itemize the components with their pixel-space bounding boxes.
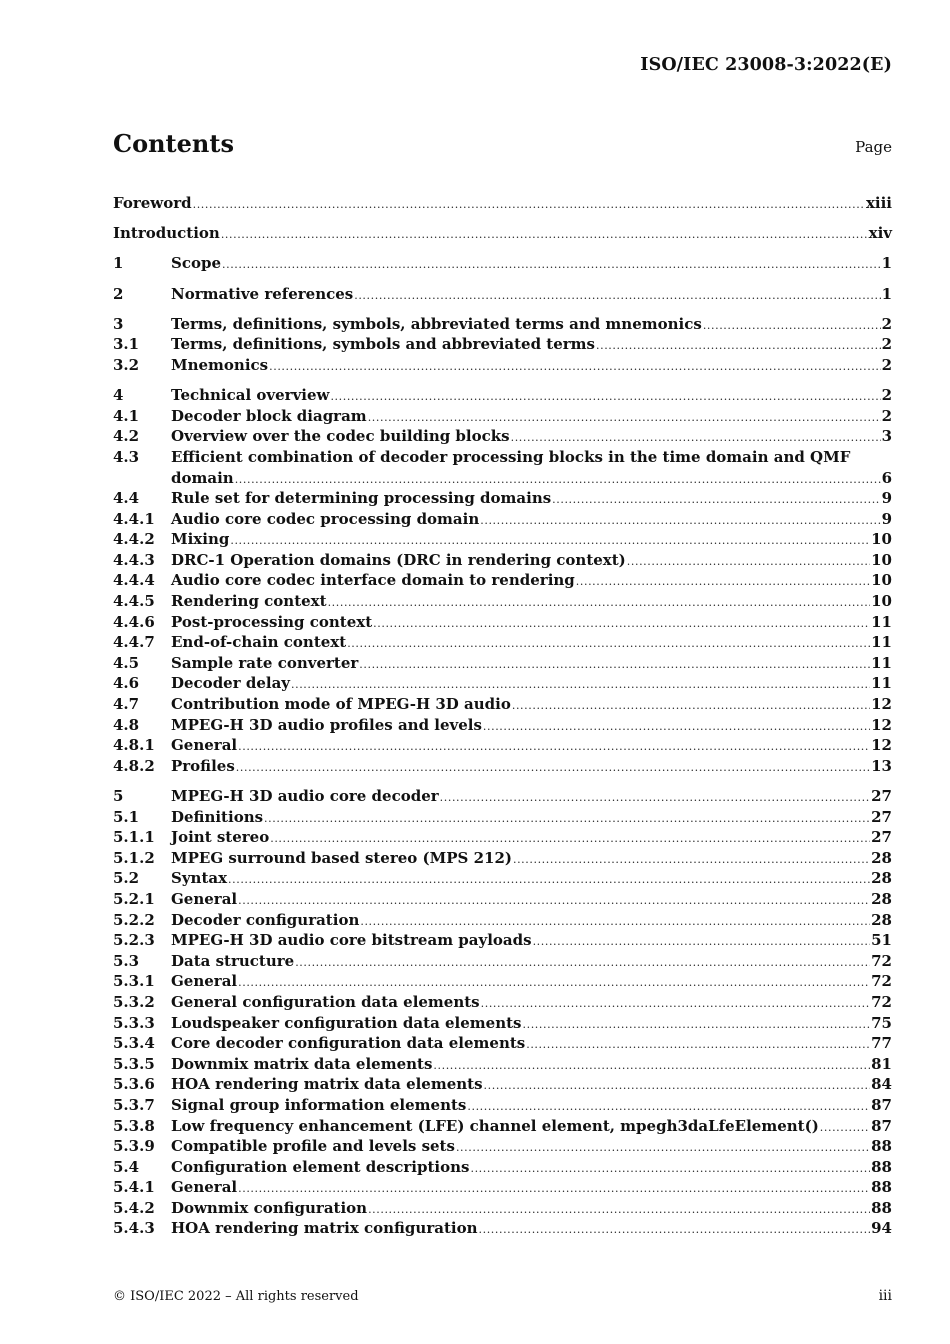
toc-entry-page: 2 [881, 406, 892, 425]
dot-leader [523, 1015, 871, 1036]
toc-entry-title: Sample rate converter [171, 653, 359, 672]
toc-entry[interactable] [113, 385, 892, 406]
dot-leader [483, 717, 870, 738]
toc-entry-number: 4.3 [113, 447, 140, 466]
dot-leader [576, 572, 870, 593]
toc-entry-title: Syntax [171, 869, 228, 888]
toc-entry-number: 4.6 [113, 674, 140, 693]
toc-entry-number: 4.7 [113, 695, 140, 714]
dot-leader [359, 655, 870, 676]
toc-entry-page: 11 [871, 674, 892, 693]
toc-entry-page: 51 [871, 931, 892, 950]
toc-entry-page: 9 [881, 489, 892, 508]
toc-entry-title: Overview over the codec building blocks [171, 427, 510, 446]
toc-entry[interactable] [113, 786, 892, 807]
toc-entry-title: Downmix configuration [171, 1198, 368, 1217]
toc-entry-page: 27 [871, 787, 892, 805]
toc-entry[interactable] [113, 889, 892, 910]
toc-entry[interactable] [113, 355, 892, 376]
toc-entry-title: Configuration element descriptions [171, 1157, 470, 1176]
toc-entry[interactable] [113, 570, 892, 591]
toc-entry[interactable] [113, 1074, 892, 1095]
toc-entry-title: Introduction [113, 224, 220, 243]
toc-entry-page: 88 [871, 1178, 892, 1197]
toc-entry-page: 2 [881, 355, 892, 374]
dot-leader [230, 531, 870, 552]
toc-entry[interactable] [113, 334, 892, 355]
toc-entry[interactable] [113, 591, 892, 612]
toc-entry-number: 4.4.5 [113, 592, 155, 611]
toc-entry-page: 12 [871, 695, 892, 714]
toc-entry-page: 77 [871, 1034, 892, 1053]
toc-entry[interactable] [113, 756, 892, 777]
toc-entry-number: 4.4 [113, 489, 140, 508]
document-id: ISO/IEC 23008-3:2022(E) [640, 55, 892, 75]
toc-entry-page: 1 [881, 254, 892, 273]
contents-title: Contents [113, 129, 234, 158]
toc-entry[interactable] [113, 632, 892, 653]
toc-entry-number: 5.3.3 [113, 1013, 155, 1032]
toc-entry-title: Mixing [171, 530, 230, 549]
dot-leader [347, 634, 870, 655]
toc-entry-title: General [171, 972, 238, 991]
toc-entry-title: Core decoder configuration data elements [171, 1034, 526, 1053]
dot-leader [484, 1076, 871, 1097]
dot-leader [238, 1179, 870, 1200]
dot-leader [269, 357, 880, 378]
toc-entry-number: 4.4.6 [113, 612, 155, 631]
dot-leader [470, 1159, 870, 1180]
toc-entry-title: domain [171, 468, 234, 487]
toc-entry-number: 5.3.9 [113, 1137, 155, 1156]
toc-entry-number: 5.4 [113, 1157, 140, 1176]
toc-entry-page: 87 [871, 1095, 892, 1114]
toc-entry-page: 84 [871, 1075, 892, 1094]
toc-entry-number: 4.8.2 [113, 756, 155, 775]
dot-leader [440, 788, 870, 809]
toc-entry-title: MPEG-H 3D audio profiles and levels [171, 715, 482, 734]
toc-entry-title: Contribution mode of MPEG-H 3D audio [171, 695, 511, 714]
toc-entry[interactable] [113, 1136, 892, 1157]
toc-entry-title: MPEG-H 3D audio core decoder [171, 787, 439, 805]
toc-entry-title: MPEG surround based stereo (MPS 212) [171, 848, 512, 867]
toc-entry[interactable] [113, 426, 892, 447]
toc-entry-number: 4.8.1 [113, 736, 155, 755]
dot-leader [354, 286, 880, 307]
toc-entry-page: 88 [871, 1137, 892, 1156]
toc-entry-number: 4.5 [113, 653, 140, 672]
toc-entry-page: 12 [871, 715, 892, 734]
toc-entry[interactable] [113, 910, 892, 931]
dot-leader [238, 973, 870, 994]
toc-entry-number: 5.1.1 [113, 828, 155, 847]
toc-entry-number: 5.3 [113, 951, 140, 970]
toc-entry-title: Definitions [171, 807, 264, 826]
toc-entry-number: 5.3.4 [113, 1034, 155, 1053]
toc-entry[interactable] [113, 807, 892, 828]
toc-entry-page: 11 [871, 653, 892, 672]
dot-leader [368, 408, 881, 429]
toc-entry-number: 4.4.3 [113, 550, 155, 569]
toc-entry-number: 5.1.2 [113, 848, 155, 867]
page-number: iii [878, 1288, 892, 1304]
dot-leader [373, 614, 870, 635]
toc-entry-page: 10 [871, 592, 892, 611]
toc-entry-page: xiv [868, 224, 892, 243]
toc-entry-page: 28 [871, 910, 892, 929]
dot-leader [360, 912, 870, 933]
toc-entry-page: 72 [871, 972, 892, 991]
toc-entry[interactable] [113, 1116, 892, 1137]
page-column-label: Page [855, 138, 892, 156]
toc-entry[interactable] [113, 529, 892, 550]
toc-entry[interactable] [113, 1198, 892, 1219]
toc-entry-title: Decoder block diagram [171, 406, 367, 425]
toc-entry-title: Decoder configuration [171, 910, 360, 929]
toc-entry-number: 1 [113, 254, 124, 273]
toc-entry[interactable] [113, 488, 892, 509]
toc-entry-page: 1 [881, 284, 892, 303]
toc-entry[interactable] [113, 193, 892, 214]
toc-entry[interactable] [113, 992, 892, 1013]
toc-entry-title: Profiles [171, 756, 235, 775]
toc-entry-title: End-of-chain context [171, 633, 347, 652]
toc-entry-title: Normative references [171, 284, 354, 303]
dot-leader [511, 428, 881, 449]
toc-entry-page: 28 [871, 889, 892, 908]
dot-leader [456, 1138, 870, 1159]
toc-entry-title: Foreword [113, 194, 192, 212]
toc-entry-title: Downmix matrix data elements [171, 1054, 433, 1073]
toc-entry-number: 5.2 [113, 869, 140, 888]
dot-leader [552, 490, 880, 511]
toc-entry-number: 5.4.3 [113, 1219, 155, 1238]
toc-entry[interactable] [113, 694, 892, 715]
toc-entry-number: 5.2.2 [113, 910, 155, 929]
toc-entry[interactable] [113, 848, 892, 869]
dot-leader [295, 953, 870, 974]
toc-entry[interactable] [113, 509, 892, 530]
dot-leader [479, 1220, 871, 1241]
toc-entry-title: General [171, 1178, 238, 1197]
toc-entry-page: 6 [881, 468, 892, 487]
toc-entry-page: 10 [871, 530, 892, 549]
toc-entry[interactable] [113, 971, 892, 992]
toc-entry-title: General [171, 736, 238, 755]
dot-leader [222, 255, 881, 276]
toc-entry-number: 5 [113, 787, 124, 805]
toc-entry-number: 4.4.1 [113, 509, 155, 528]
toc-entry[interactable] [113, 253, 892, 274]
toc-entry-number: 4.4.2 [113, 530, 155, 549]
dot-leader [228, 870, 870, 891]
toc-entry-page: 13 [871, 756, 892, 775]
toc-entry-number: 5.4.2 [113, 1198, 155, 1217]
copyright-notice: © ISO/IEC 2022 – All rights reserved [113, 1289, 359, 1304]
dot-leader [596, 336, 881, 357]
toc-entry[interactable] [113, 930, 892, 951]
toc-entry-number: 5.3.5 [113, 1054, 155, 1073]
toc-entry-page: 81 [871, 1054, 892, 1073]
toc-entry[interactable] [113, 284, 892, 305]
toc-entry-title: HOA rendering matrix configuration [171, 1219, 478, 1238]
toc-entry-page: 27 [871, 828, 892, 847]
toc-entry-page: 27 [871, 807, 892, 826]
toc-entry[interactable] [113, 406, 892, 427]
toc-entry[interactable] [113, 447, 892, 488]
toc-entry-number: 5.3.2 [113, 992, 155, 1011]
toc-entry-number: 4.4.7 [113, 633, 155, 652]
toc-entry-page: 88 [871, 1198, 892, 1217]
toc-entry-number: 2 [113, 284, 124, 303]
toc-entry-number: 3.2 [113, 355, 140, 374]
toc-entry-number: 5.3.7 [113, 1095, 155, 1114]
dot-leader [481, 994, 870, 1015]
toc-entry[interactable] [113, 653, 892, 674]
toc-entry-page: 28 [871, 869, 892, 888]
toc-entry-page: 10 [871, 571, 892, 590]
toc-entry-number: 5.3.6 [113, 1075, 155, 1094]
dot-leader [291, 675, 870, 696]
toc-entry-title: Post-processing context [171, 612, 373, 631]
toc-entry-page: 11 [871, 633, 892, 652]
toc-entry-page: 10 [871, 550, 892, 569]
dot-leader [238, 737, 870, 758]
toc-entry-page: 2 [881, 314, 892, 333]
toc-entry-page: 12 [871, 736, 892, 755]
toc-entry-number: 4.4.4 [113, 571, 155, 590]
toc-entry-page: 87 [871, 1116, 892, 1135]
toc-entry-title: Rendering context [171, 592, 327, 611]
dot-leader [328, 593, 871, 614]
toc-entry-page: 72 [871, 992, 892, 1011]
toc-entry[interactable] [113, 1157, 892, 1178]
toc-entry-title: MPEG-H 3D audio core bitstream payloads [171, 931, 532, 950]
dot-leader [627, 552, 870, 573]
toc-entry-page: xiii [865, 194, 892, 212]
toc-entry-title: Scope [171, 254, 222, 273]
toc-entry-title: Technical overview [171, 386, 330, 405]
toc-entry-page: 9 [881, 509, 892, 528]
toc-entry-page: 11 [871, 612, 892, 631]
toc-entry[interactable] [113, 715, 892, 736]
toc-entry-number: 5.1 [113, 807, 140, 826]
dot-leader [264, 809, 870, 830]
toc-entry-number: 5.3.8 [113, 1116, 155, 1135]
dot-leader [433, 1056, 870, 1077]
toc-entry-page: 88 [871, 1157, 892, 1176]
dot-leader [368, 1200, 870, 1221]
toc-entry[interactable] [113, 1218, 892, 1239]
dot-leader [703, 316, 881, 337]
toc-entry-page: 3 [881, 427, 892, 446]
dot-leader [236, 758, 870, 779]
toc-entry-number: 5.3.1 [113, 972, 155, 991]
toc-entry[interactable] [113, 1033, 892, 1054]
toc-entry-title: Compatible profile and levels sets [171, 1137, 455, 1156]
toc-entry-number: 4.8 [113, 715, 140, 734]
toc-entry-number: 3.1 [113, 335, 140, 354]
toc-entry[interactable] [113, 223, 892, 244]
toc-entry[interactable] [113, 1177, 892, 1198]
dot-leader [467, 1097, 870, 1118]
toc-entry[interactable] [113, 314, 892, 335]
table-of-contents [113, 193, 892, 1239]
toc-entry[interactable] [113, 673, 892, 694]
toc-entry-title: Loudspeaker configuration data elements [171, 1013, 522, 1032]
toc-entry[interactable] [113, 612, 892, 633]
toc-entry[interactable] [113, 951, 892, 972]
toc-entry-title: Audio core codec processing domain [171, 509, 480, 528]
toc-entry-title: HOA rendering matrix data elements [171, 1075, 483, 1094]
toc-entry-number: 4.1 [113, 406, 140, 425]
toc-entry-page: 2 [881, 386, 892, 405]
dot-leader [526, 1035, 870, 1056]
dot-leader [512, 696, 870, 717]
toc-entry-title: General [171, 889, 238, 908]
toc-entry-title: Audio core codec interface domain to rendering [171, 571, 575, 590]
toc-entry-title-line1: Efficient combination of decoder processing blocks in the time domain and QMF [171, 447, 851, 466]
toc-entry-title: Low frequency enhancement (LFE) channel element, mpegh3daLfeElement() [171, 1116, 819, 1135]
toc-entry[interactable] [113, 735, 892, 756]
toc-entry-page: 28 [871, 848, 892, 867]
toc-entry[interactable] [113, 827, 892, 848]
toc-entry[interactable] [113, 1013, 892, 1034]
toc-entry-number: 5.2.1 [113, 889, 155, 908]
toc-entry-number: 5.4.1 [113, 1178, 155, 1197]
toc-entry-title: Joint stereo [171, 828, 270, 847]
toc-entry-title: General configuration data elements [171, 992, 480, 1011]
toc-entry[interactable] [113, 550, 892, 571]
toc-entry-title: Terms, definitions, symbols and abbreviated terms [171, 335, 595, 354]
toc-entry-title: DRC-1 Operation domains (DRC in rendering context) [171, 550, 626, 569]
toc-entry-number: 4 [113, 386, 124, 405]
toc-entry-page: 75 [871, 1013, 892, 1032]
toc-entry-page: 72 [871, 951, 892, 970]
toc-entry[interactable] [113, 868, 892, 889]
toc-entry-number: 4.2 [113, 427, 140, 446]
dot-leader [193, 195, 865, 216]
dot-leader [238, 891, 870, 912]
dot-leader [270, 829, 870, 850]
dot-leader [533, 932, 871, 953]
dot-leader [221, 225, 868, 246]
dot-leader [480, 511, 880, 532]
toc-entry[interactable] [113, 1054, 892, 1075]
dot-leader [820, 1118, 870, 1139]
toc-entry-number: 3 [113, 314, 124, 333]
toc-entry-page: 2 [881, 335, 892, 354]
toc-entry-title: Rule set for determining processing domains [171, 489, 552, 508]
toc-entry[interactable] [113, 1095, 892, 1116]
toc-entry-title: Signal group information elements [171, 1095, 467, 1114]
dot-leader [330, 387, 880, 408]
toc-entry-number: 5.2.3 [113, 931, 155, 950]
toc-entry-page: 94 [871, 1219, 892, 1238]
dot-leader [235, 470, 881, 491]
dot-leader [513, 850, 870, 871]
toc-entry-title: Decoder delay [171, 674, 291, 693]
toc-entry-title: Terms, definitions, symbols, abbreviated terms and mnemonics [171, 314, 702, 333]
toc-entry-title: Mnemonics [171, 355, 269, 374]
toc-entry-title: Data structure [171, 951, 295, 970]
